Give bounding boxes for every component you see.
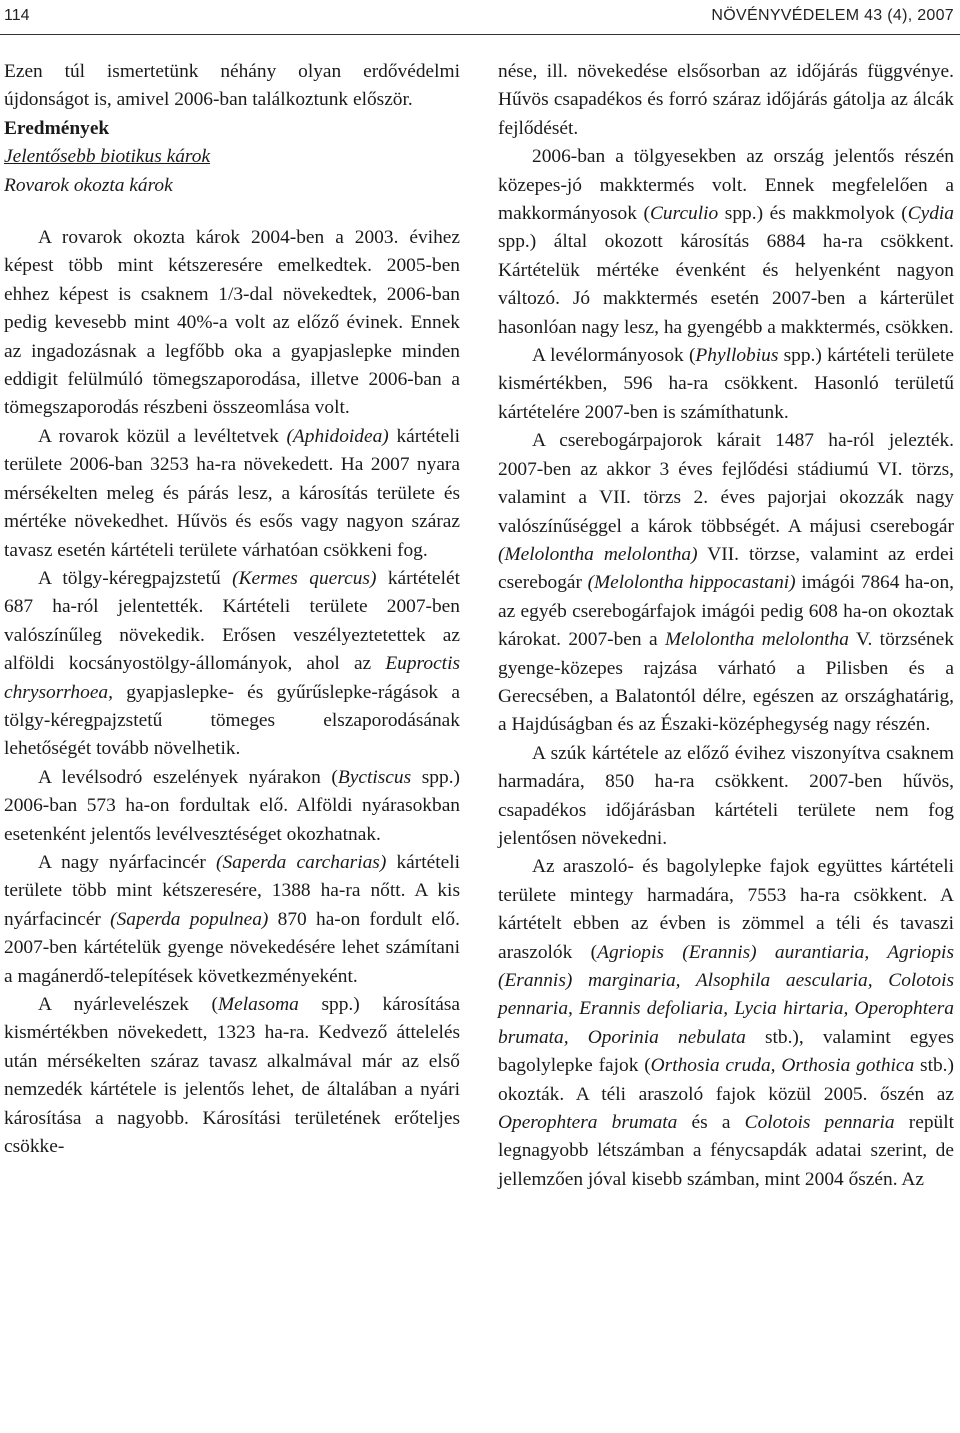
paragraph-saperda: A nagy nyárfacincér (Saperda carcharias) kártételi területe több mint kétszeresére, 1388 ha-ra nőtt. A kis nyárfacincér (Saperda populnea) 870 ha-on fordult elő. 2007-ben kártételük gyenge növekedésére lehet számítani a magánerdő-telepítések következményeként. xyxy=(4,851,461,987)
paragraph-byctiscus: A levélsodró eszelények nyárakon (Byctiscus spp.) 2006-ban 573 ha-on fordultak elő. Alföldi nyárasokban esetenként jelentős levélvesztéséget okozhatnak. xyxy=(4,766,460,845)
paragraph-bark-beetles: A szúk kártétele az előző évihez viszonyítva csaknem harmadára, 850 ha-ra csökkent. 2007-ben hűvös, csapadékos időjárásban kártételi területe nem fog jelentősen növekedni. xyxy=(498,742,954,849)
section-heading-results: Eredmények xyxy=(4,117,110,139)
paragraph-melasoma: A nyárlevelészek (Melasoma spp.) károsítása kismértékben növekedett, 1323 ha-ra. Kedvező áttelelés után mérsékelten száraz tavasz alkalmával már az első nemzedék kártétele is jelentős lehet, de általában a nyári károsítása a nagyobb. Károsítási területének erőteljes csökke- xyxy=(4,994,460,1158)
paragraph-acorn-pests: 2006-ban a tölgyesekben az ország jelentős részén közepes-jó makktermés volt. Ennek megfelelően a makkormányosok (Curculio spp.) és makkmolyok (Cydia spp.) által okozott károsítás 6884 ha-ra csökkent. Kártételük mértéke évenként és helyenként nagyon változó. Jó makktermés esetén 2007-ben a kárterület hasonlóan nagy lesz, ha gyengébb a makktermés, csökken. xyxy=(498,146,955,338)
paragraph-phyllobius: A levélormányosok (Phyllobius spp.) kártételi területe kismértékben, 596 ha-ra csökkent. Hasonló területű kártételére 2007-ben is számíthatunk. xyxy=(498,345,954,423)
paragraph-aphids: A rovarok közül a levéltetvek (Aphidoidea) kártételi területe 2006-ban 3253 ha-ra növekedett. Ha 2007 nyara mérsékelten meleg és párás lesz, a károsítás területe és mértéke növekedhet. Hűvös és esős vagy nagyon száraz tavasz esetén kártételi területe várhatóan csökkeni fog. xyxy=(4,425,460,561)
paragraph-kermes: A tölgy-kéregpajzstetű (Kermes quercus) kártételét 687 ha-ról jelentették. Kártételi területe 2007-ben valószínűleg növekedik. Erősen veszélyeztetettek az alföldi kocsányostölgy-állományok, ahol az Euproctis chrysorrhoea, gyapjaslepke- és gyűrűslepke-rágások a tölgy-kéregpajzstetű tömeges elszaporodásának lehetőségét tovább növelhetik. xyxy=(4,567,460,760)
page-number: 114 xyxy=(4,7,30,24)
left-column xyxy=(4,58,460,1161)
paragraph-continuation: nése, ill. növekedése elsősorban az időjárás függvénye. Hűvös csapadékos és forró száraz időjárás gátolja az álcák fejlődését. xyxy=(498,61,954,139)
running-header xyxy=(0,0,960,34)
paragraph-melolontha: A cserebogárpajorok kárait 1487 ha-ról jelezték. 2007-ben az akkor 3 éves fejlődési stádiumú VI. törzs, valamint a VII. törzs 2. éves pajorjai okozzák nagy valószínűséggel a károk többségét. A májusi cserebogár (Melolontha melolontha) VII. törzse, valamint az erdei cserebogár (Melolontha hippocastani) imágói 7864 ha-on, az egyéb cserebogárfajok imágói pedig 608 ha-on okoztak károkat. 2007-ben a Melolontha melolontha V. törzsének gyenge-közepes rajzása várható a Pilisben és a Gerecsében, a Balatontól délre, egészen az országhatárig, a Hajdúságban és az Északi-középhegység nagy részén. xyxy=(498,430,955,736)
right-column xyxy=(498,58,954,1194)
intro-paragraph: Ezen túl ismertetünk néhány olyan erdővédelmi újdonságot is, amivel 2006-ban találkoztunk először. xyxy=(4,61,460,111)
header-rule xyxy=(0,34,960,35)
journal-citation: NÖVÉNYVÉDELEM 43 (4), 2007 xyxy=(711,7,954,24)
paragraph-insect-damage: A rovarok okozta károk 2004-ben a 2003. évihez képest több mint kétszeresére emelkedtek. 2005-ben ehhez képest is csaknem 1/3-dal növekedtek, 2006-ban pedig kevesebb mint 40%-a volt az előző évinek. Ennek az ingadozásnak a legfőbb oka a gyapjaslepke minden eddigit felülmúló tömegszaporodása, illetve 2006-ban a tömegszaporodás részbeni összeomlása volt. xyxy=(4,227,460,419)
paragraph-moths: Az araszoló- és bagolylepke fajok együttes kártételi területe mintegy harmadára, 7553 ha-ra csökkent. A kártételt ebben az évben is zömmel a téli és tavaszi araszolók (Agriopis (Erannis) aurantiaria, Agriopis (Erannis) marginaria, Alsophila aescularia, Colotois pennaria, Erannis defoliaria, Lycia hirtaria, Operophtera brumata, Oporinia nebulata stb.), valamint egyes bagolylepke fajok (Orthosia cruda, Orthosia gothica stb.) okozták. A téli araszoló fajok közül 2005. őszén az Operophtera brumata és a Colotois pennaria repült legnagyobb létszámban a fénycsapdák adatai szerint, de jellemzően jóval kisebb számban, mint 2004 őszén. Az xyxy=(498,856,955,1190)
subsection-heading-biotic: Jelentősebb biotikus károk xyxy=(4,146,211,168)
subsection-heading-insects: Rovarok okozta károk xyxy=(4,174,173,196)
